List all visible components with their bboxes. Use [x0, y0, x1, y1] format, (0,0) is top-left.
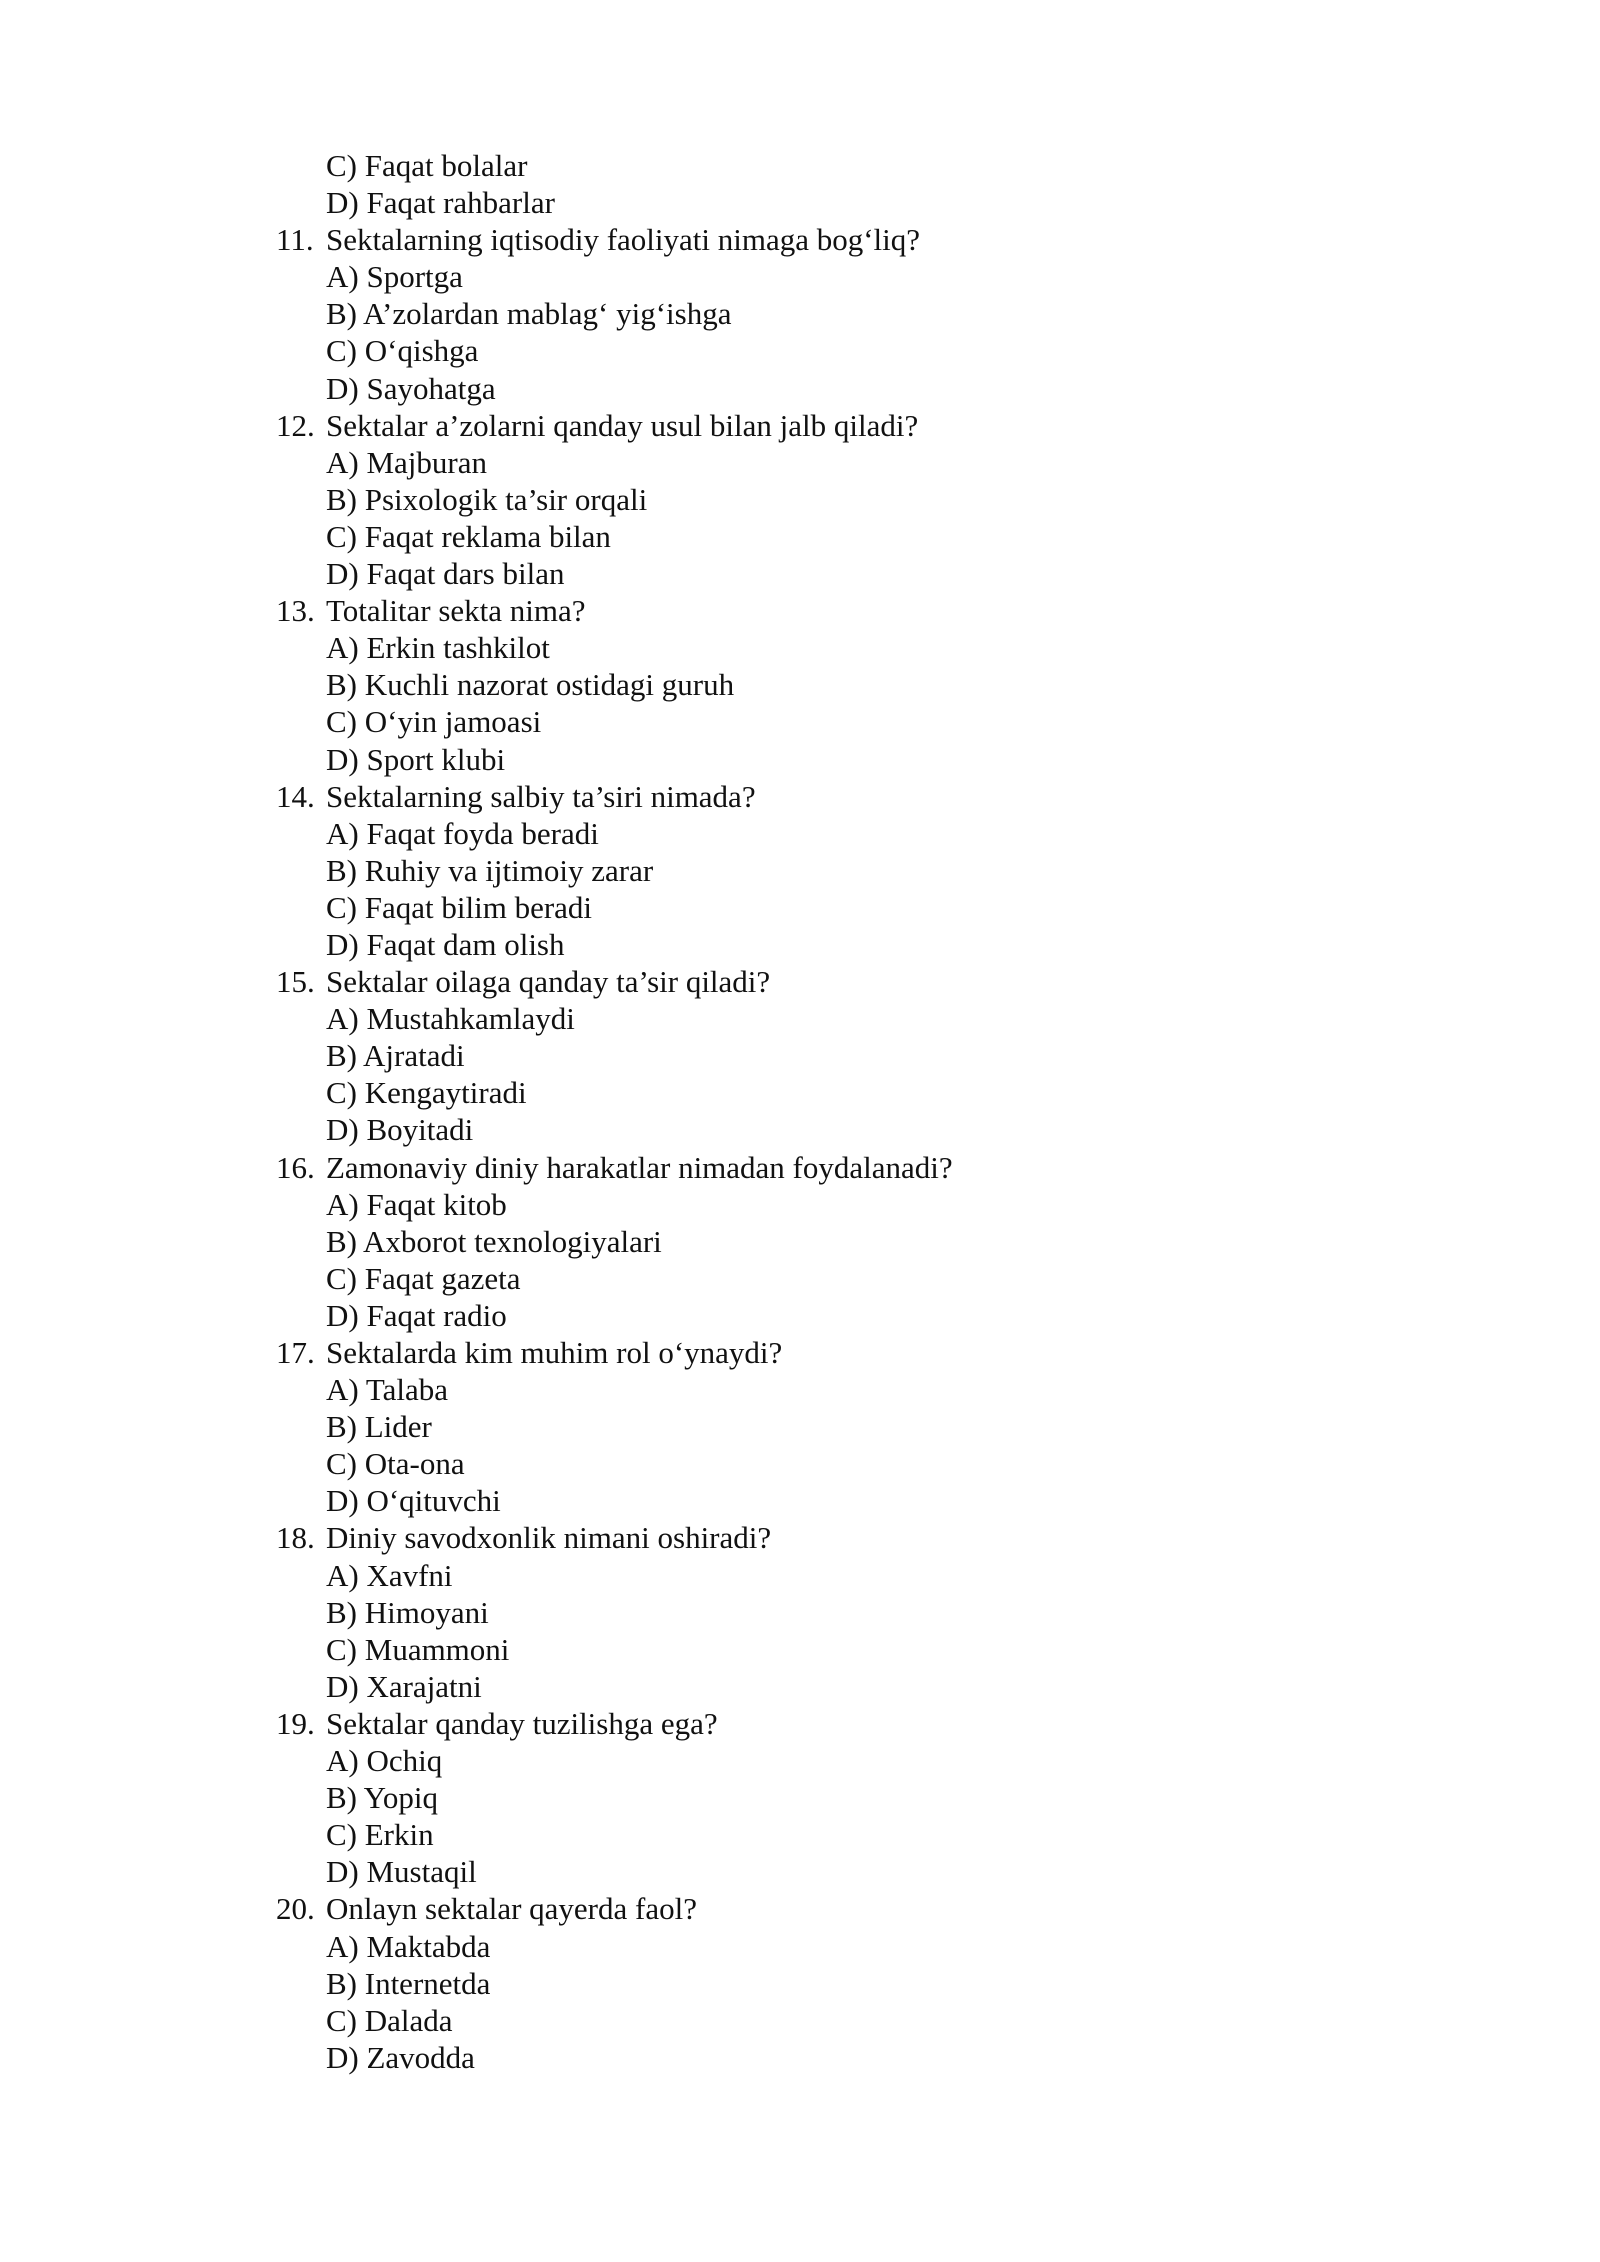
line-text: C) Ota-ona — [326, 1446, 465, 1482]
line-text: B) Axborot texnologiyalari — [326, 1223, 662, 1259]
answer-option — [0, 1260, 1600, 1297]
line-text: D) O‘qituvchi — [326, 1483, 501, 1519]
line-text: B) Kuchli nazorat ostidagi guruh — [326, 667, 735, 703]
answer-option — [0, 1742, 1600, 1779]
line-text: D) Zavodda — [326, 2039, 475, 2075]
line-text: B) Himoyani — [326, 1594, 489, 1630]
answer-option — [0, 889, 1600, 926]
answer-option — [0, 2002, 1600, 2039]
answer-option — [0, 1371, 1600, 1408]
line-text: A) Sportga — [326, 259, 463, 295]
answer-option — [0, 1408, 1600, 1445]
answer-option — [0, 518, 1600, 555]
answer-option — [0, 1816, 1600, 1853]
line-text: C) Faqat gazeta — [326, 1260, 521, 1296]
answer-option — [0, 741, 1600, 778]
answer-option — [0, 370, 1600, 407]
answer-option — [0, 629, 1600, 666]
answer-option — [0, 555, 1600, 592]
answer-option — [0, 1853, 1600, 1890]
question-number: 15. — [276, 964, 315, 1000]
line-text: Sektalarning iqtisodiy faoliyati nimaga bog‘liq? — [326, 222, 921, 258]
question — [0, 963, 1600, 1000]
answer-option — [0, 666, 1600, 703]
answer-option — [0, 815, 1600, 852]
answer-option — [0, 1965, 1600, 2002]
quiz-list — [0, 147, 1600, 2076]
answer-option — [0, 1928, 1600, 1965]
answer-option — [0, 1668, 1600, 1705]
question — [0, 221, 1600, 258]
answer-option — [0, 1297, 1600, 1334]
question-number: 19. — [276, 1705, 315, 1741]
question-number: 13. — [276, 593, 315, 629]
answer-option — [0, 852, 1600, 889]
question — [0, 592, 1600, 629]
question — [0, 1519, 1600, 1556]
answer-option — [0, 703, 1600, 740]
answer-option — [0, 926, 1600, 963]
question — [0, 1334, 1600, 1371]
line-text: B) Lider — [326, 1409, 432, 1445]
line-text: B) Internetda — [326, 1965, 491, 2001]
line-text: Sektalarning salbiy ta’siri nimada? — [326, 778, 756, 814]
line-text: D) Faqat radio — [326, 1297, 507, 1333]
answer-option — [0, 295, 1600, 332]
line-text: D) Faqat dam olish — [326, 926, 565, 962]
line-text: C) Dalada — [326, 2002, 453, 2038]
line-text: Zamonaviy diniy harakatlar nimadan foydalanadi? — [326, 1149, 953, 1185]
line-text: D) Xarajatni — [326, 1668, 482, 1704]
line-text: Sektalarda kim muhim rol o‘ynaydi? — [326, 1335, 783, 1370]
question-number: 16. — [276, 1149, 315, 1185]
line-text: A) Erkin tashkilot — [326, 630, 550, 666]
line-text: B) Yopiq — [326, 1780, 438, 1816]
line-text: D) Boyitadi — [326, 1112, 474, 1148]
answer-option — [0, 481, 1600, 518]
line-text: B) Ruhiy va ijtimoiy zarar — [326, 852, 654, 888]
answer-option — [0, 1594, 1600, 1631]
line-text: A) Faqat kitob — [326, 1186, 507, 1222]
answer-option — [0, 1111, 1600, 1148]
line-text: D) Faqat dars bilan — [326, 556, 565, 592]
line-text: C) Faqat bolalar — [326, 148, 528, 183]
answer-option — [0, 1223, 1600, 1260]
line-text: D) Sayohatga — [326, 370, 496, 406]
answer-option — [0, 1557, 1600, 1594]
question — [0, 407, 1600, 444]
line-text: A) Ochiq — [326, 1743, 443, 1779]
question-number: 11. — [276, 222, 314, 258]
line-text: Onlayn sektalar qayerda faol? — [326, 1891, 697, 1927]
answer-option — [0, 332, 1600, 369]
question — [0, 1705, 1600, 1742]
question-number: 12. — [276, 407, 315, 443]
answer-option — [0, 444, 1600, 481]
answer-option — [0, 2039, 1600, 2076]
answer-option — [0, 258, 1600, 295]
line-text: A) Maktabda — [326, 1928, 491, 1964]
answer-option — [0, 147, 1600, 184]
answer-option — [0, 1631, 1600, 1668]
answer-option — [0, 1779, 1600, 1816]
question — [0, 778, 1600, 815]
line-text: C) Erkin — [326, 1817, 434, 1853]
answer-option — [0, 1074, 1600, 1111]
line-text: Totalitar sekta nima? — [326, 593, 586, 629]
line-text: Sektalar oilaga qanday ta’sir qiladi? — [326, 964, 771, 1000]
answer-option — [0, 1186, 1600, 1223]
line-text: A) Xavfni — [326, 1557, 453, 1593]
line-text: C) Muammoni — [326, 1631, 510, 1667]
line-text: Sektalar a’zolarni qanday usul bilan jalb qiladi? — [326, 407, 919, 443]
answer-option — [0, 184, 1600, 221]
question-number: 18. — [276, 1520, 315, 1556]
line-text: Sektalar qanday tuzilishga ega? — [326, 1705, 718, 1741]
line-text: B) Ajratadi — [326, 1038, 465, 1074]
answer-option — [0, 1037, 1600, 1074]
line-text: C) Faqat bilim beradi — [326, 889, 593, 925]
line-text: D) Sport klubi — [326, 741, 506, 777]
answer-option — [0, 1482, 1600, 1519]
line-text: A) Talaba — [326, 1372, 449, 1408]
line-text: D) Faqat rahbarlar — [326, 185, 555, 221]
question-number: 20. — [276, 1891, 315, 1927]
question-number: 17. — [276, 1335, 315, 1370]
line-text: C) O‘yin jamoasi — [326, 704, 542, 740]
line-text: C) Kengaytiradi — [326, 1075, 527, 1111]
line-text: B) Psixologik ta’sir orqali — [326, 481, 648, 517]
line-text: Diniy savodxonlik nimani oshiradi? — [326, 1520, 772, 1556]
line-text: A) Mustahkamlaydi — [326, 1001, 575, 1037]
line-text: C) O‘qishga — [326, 333, 479, 369]
line-text: B) A’zolardan mablag‘ yig‘ishga — [326, 296, 732, 332]
answer-option — [0, 1445, 1600, 1482]
line-text: D) Mustaqil — [326, 1854, 477, 1890]
line-text: C) Faqat reklama bilan — [326, 518, 611, 554]
question-number: 14. — [276, 778, 315, 814]
line-text: A) Faqat foyda beradi — [326, 815, 599, 851]
question — [0, 1890, 1600, 1927]
line-text: A) Majburan — [326, 444, 487, 480]
answer-option — [0, 1000, 1600, 1037]
question — [0, 1149, 1600, 1186]
